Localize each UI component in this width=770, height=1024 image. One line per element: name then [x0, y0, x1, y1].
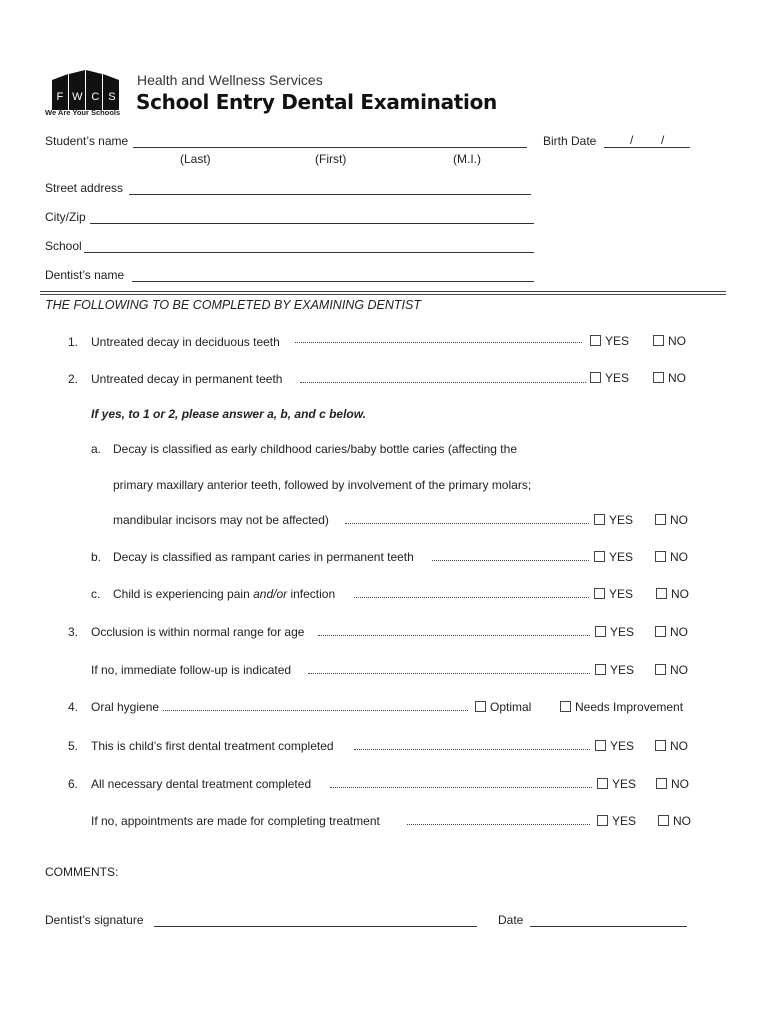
no-label: NO	[670, 550, 688, 564]
no-label: NO	[670, 663, 688, 677]
item-b-no-checkbox[interactable]	[655, 550, 688, 564]
yes-label: YES	[610, 625, 635, 639]
leader-dots	[354, 749, 590, 750]
logo-letter: C	[91, 91, 100, 103]
item-a-line2: primary maxillary anterior teeth, followed by involvement of the primary molars;	[113, 478, 532, 492]
checkbox-icon	[655, 664, 666, 675]
no-label: NO	[668, 334, 686, 348]
checkbox-icon	[590, 335, 601, 346]
q6-followup-no-checkbox[interactable]	[658, 814, 691, 828]
logo-letter: F	[56, 91, 64, 103]
leader-dots	[308, 673, 590, 674]
q4-optimal-checkbox[interactable]	[475, 700, 531, 714]
leader-dots	[354, 597, 589, 598]
checkbox-icon	[475, 701, 486, 712]
city-zip-field[interactable]	[90, 223, 534, 224]
checkbox-icon	[594, 588, 605, 599]
date-label: Date	[498, 913, 524, 927]
school-label: School	[45, 239, 82, 253]
item-a-yes-checkbox[interactable]	[594, 513, 633, 527]
yes-label: YES	[610, 739, 635, 753]
page-title: School Entry Dental Examination	[136, 90, 497, 114]
school-field[interactable]	[84, 252, 534, 253]
item-number: 4.	[68, 700, 79, 714]
yes-label: YES	[609, 587, 634, 601]
q6-yes-checkbox[interactable]	[597, 777, 636, 791]
section-heading: THE FOLLOWING TO BE COMPLETED BY EXAMINING DENTIST	[45, 298, 421, 312]
item-c-no-checkbox[interactable]	[656, 587, 689, 601]
dentist-signature-field[interactable]	[154, 926, 477, 927]
q4-text: Oral hygiene	[91, 700, 160, 714]
yes-label: YES	[605, 334, 630, 348]
checkbox-icon	[590, 372, 601, 383]
checkbox-icon	[655, 740, 666, 751]
birth-date-separator: /	[630, 133, 634, 147]
yes-label: YES	[612, 814, 637, 828]
q2-yes-checkbox[interactable]	[590, 371, 629, 385]
leader-dots	[345, 523, 589, 524]
leader-dots	[295, 342, 582, 343]
street-address-field[interactable]	[129, 194, 531, 195]
logo-letter: S	[108, 91, 116, 103]
checkbox-icon	[656, 778, 667, 789]
city-zip-label: City/Zip	[45, 210, 86, 224]
q3-yes-checkbox[interactable]	[595, 625, 634, 639]
item-c-yes-checkbox[interactable]	[594, 587, 633, 601]
checkbox-icon	[595, 664, 606, 675]
no-label: NO	[671, 777, 689, 791]
yes-label: YES	[609, 513, 634, 527]
q3-followup-yes-checkbox[interactable]	[595, 663, 634, 677]
q1-yes-checkbox[interactable]	[590, 334, 629, 348]
checkbox-icon	[653, 335, 664, 346]
last-name-caption: (Last)	[180, 152, 211, 166]
leader-dots	[330, 787, 592, 788]
first-name-caption: (First)	[315, 152, 347, 166]
q6-followup-yes-checkbox[interactable]	[597, 814, 636, 828]
optimal-label: Optimal	[490, 700, 532, 714]
birth-date-separator: /	[661, 133, 665, 147]
street-address-label: Street address	[45, 181, 124, 195]
q3-no-checkbox[interactable]	[655, 625, 688, 639]
checkbox-icon	[560, 701, 571, 712]
item-c-text: Child is experiencing pain and/or infection	[113, 587, 336, 601]
item-a-line3: mandibular incisors may not be affected)	[113, 513, 329, 527]
leader-dots	[407, 824, 590, 825]
sub-item-letter: a.	[91, 442, 102, 456]
no-label: NO	[668, 371, 686, 385]
checkbox-icon	[597, 815, 608, 826]
item-a-no-checkbox[interactable]	[655, 513, 688, 527]
yes-label: YES	[605, 371, 630, 385]
checkbox-icon	[655, 551, 666, 562]
yes-label: YES	[612, 777, 637, 791]
checkbox-icon	[595, 740, 606, 751]
dentist-signature-label: Dentist’s signature	[45, 913, 144, 927]
item-b-yes-checkbox[interactable]	[594, 550, 633, 564]
checkbox-icon	[597, 778, 608, 789]
logo-letter: W	[72, 91, 83, 103]
logo-building-graphic	[52, 70, 120, 110]
comments-field[interactable]	[45, 885, 725, 905]
middle-initial-caption: (M.I.)	[453, 152, 481, 166]
no-label: NO	[670, 625, 688, 639]
leader-dots	[163, 710, 468, 711]
dentist-name-field[interactable]	[132, 281, 534, 282]
no-label: NO	[670, 739, 688, 753]
yes-label: YES	[610, 663, 635, 677]
student-name-field[interactable]	[133, 147, 527, 148]
q2-text: Untreated decay in permanent teeth	[91, 372, 283, 386]
yes-label: YES	[609, 550, 634, 564]
item-a-line1: Decay is classified as early childhood caries/baby bottle caries (affecting the	[113, 442, 517, 456]
checkbox-icon	[594, 514, 605, 525]
sub-item-letter: c.	[91, 587, 101, 601]
item-number: 3.	[68, 625, 79, 639]
checkbox-icon	[594, 551, 605, 562]
checkbox-icon	[653, 372, 664, 383]
section-divider	[40, 291, 726, 292]
q5-text: This is child’s first dental treatment completed	[91, 739, 334, 753]
q4-needs-improvement-checkbox[interactable]	[560, 700, 683, 714]
item-b-text: Decay is classified as rampant caries in permanent teeth	[113, 550, 414, 564]
item-number: 5.	[68, 739, 79, 753]
q2-no-checkbox[interactable]	[653, 371, 686, 385]
leader-dots	[318, 635, 590, 636]
checkbox-icon	[656, 588, 667, 599]
header-subtitle: Health and Wellness Services	[137, 72, 323, 88]
q5-no-checkbox[interactable]	[655, 739, 688, 753]
q3-followup-no-checkbox[interactable]	[655, 663, 688, 677]
checkbox-icon	[655, 514, 666, 525]
item-number: 1.	[68, 335, 79, 349]
checkbox-icon	[595, 626, 606, 637]
q1-text: Untreated decay in deciduous teeth	[91, 335, 280, 349]
student-name-label: Student’s name	[45, 134, 129, 148]
needs-improvement-label: Needs Improvement	[575, 700, 684, 714]
no-label: NO	[670, 513, 688, 527]
no-label: NO	[671, 587, 689, 601]
q6-no-checkbox[interactable]	[656, 777, 689, 791]
logo-tagline: We Are Your Schools	[45, 108, 121, 117]
instruction-text: If yes, to 1 or 2, please answer a, b, and c below.	[91, 407, 366, 421]
item-number: 2.	[68, 372, 79, 386]
checkbox-icon	[658, 815, 669, 826]
item-number: 6.	[68, 777, 79, 791]
birth-date-label: Birth Date	[543, 134, 597, 148]
no-label: NO	[673, 814, 691, 828]
q6-text: All necessary dental treatment completed	[91, 777, 312, 791]
q3-followup-text: If no, immediate follow-up is indicated	[91, 663, 292, 677]
leader-dots	[300, 382, 586, 383]
checkbox-icon	[655, 626, 666, 637]
section-divider	[40, 294, 726, 295]
q6-followup-text: If no, appointments are made for completing treatment	[91, 814, 380, 828]
comments-label: COMMENTS:	[45, 865, 119, 879]
q1-no-checkbox[interactable]	[653, 334, 686, 348]
leader-dots	[432, 560, 589, 561]
date-field[interactable]	[530, 926, 687, 927]
q5-yes-checkbox[interactable]	[595, 739, 634, 753]
sub-item-letter: b.	[91, 550, 102, 564]
dentist-name-label: Dentist’s name	[45, 268, 125, 282]
birth-date-field[interactable]	[604, 147, 690, 148]
q3-text: Occlusion is within normal range for age	[91, 625, 305, 639]
